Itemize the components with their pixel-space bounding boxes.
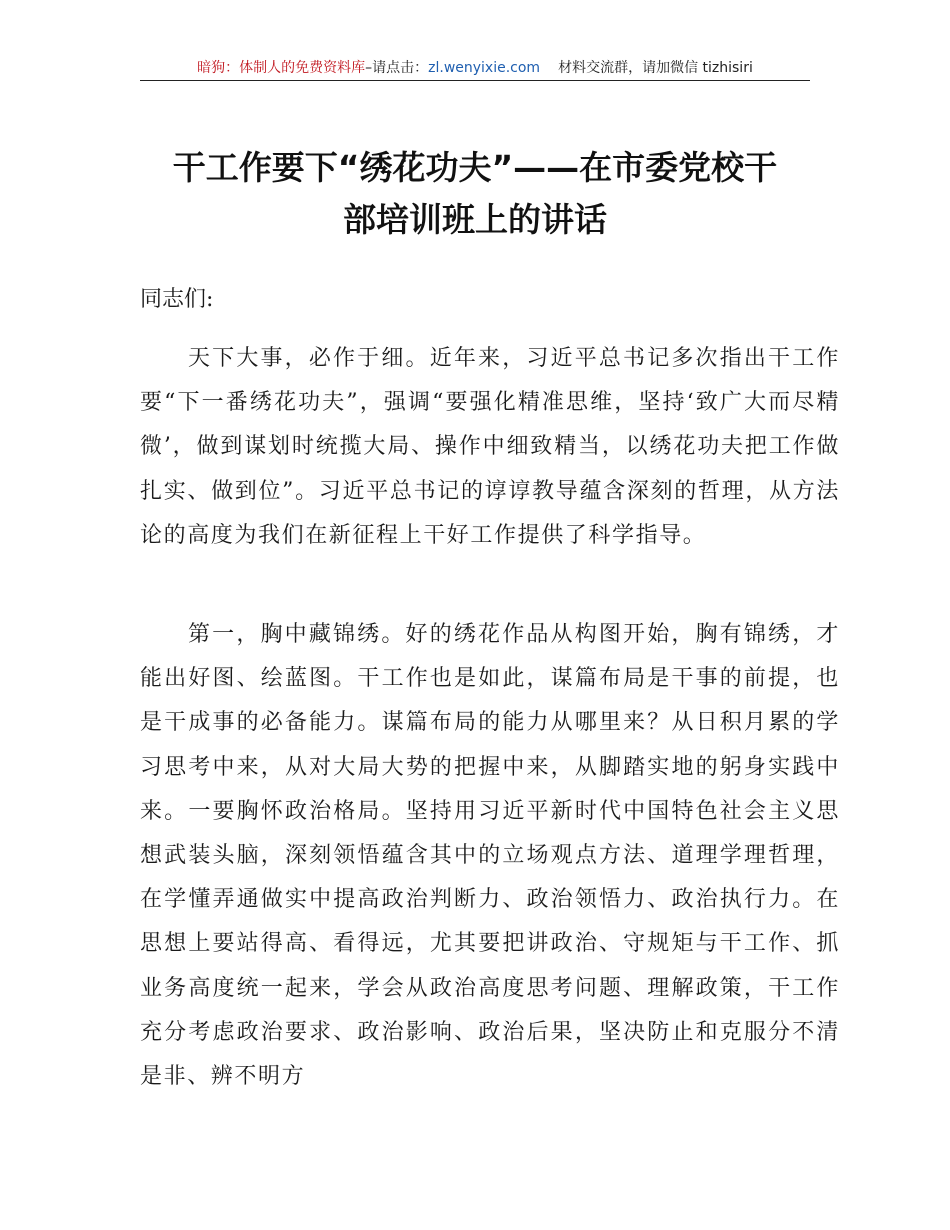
header-contact: 材料交流群，请加微信 tizhisiri bbox=[558, 60, 753, 76]
paragraph-intro: 天下大事，必作于细。近年来，习近平总书记多次指出干工作要“下一番绣花功夫”，强调“要强化精准思维，坚持‘致广大而尽精微’，做到谋划时统揽大局、操作中细致精当，以绣花功夫把工作做扎实、做到位”。习近平总书记的谆谆教导蕴含深刻的哲理，从方法论的高度为我们在新征程上干好工作提供了科学指导。 bbox=[140, 346, 840, 548]
title-line-1: 干工作要下“绣花功夫”——在市委党校干 bbox=[172, 148, 778, 187]
title-line-2: 部培训班上的讲话 bbox=[343, 200, 607, 239]
header-brand: 暗狗：体制人的免费资料库 bbox=[197, 60, 366, 76]
document-title bbox=[120, 142, 830, 246]
page-header bbox=[140, 58, 810, 81]
paragraph-first-point: 第一，胸中藏锦绣。好的绣花作品从构图开始，胸有锦绣，才能出好图、绘蓝图。干工作也是如此，谋篇布局是干事的前提，也是干成事的必备能力。谋篇布局的能力从哪里来？从日积月累的学习思考中来，从对大局大势的把握中来，从脚踏实地的躬身实践中来。一要胸怀政治格局。坚持用习近平新时代中国特色社会主义思想武装头脑，深刻领悟蕴含其中的立场观点方法、道理学理哲理，在学懂弄通做实中提高政治判断力、政治领悟力、政治执行力。在思想上要站得高、看得远，尤其要把讲政治、守规矩与干工作、抓业务高度统一起来，学会从政治高度思考问题、理解政策，干工作充分考虑政治要求、政治影响、政治后果，坚决防止和克服分不清是非、辨不明方 bbox=[140, 622, 840, 1090]
header-url-link[interactable]: zl.wenyixie.com bbox=[428, 60, 541, 76]
header-prompt: –请点击： bbox=[365, 60, 429, 76]
salutation: 同志们: bbox=[140, 287, 214, 312]
